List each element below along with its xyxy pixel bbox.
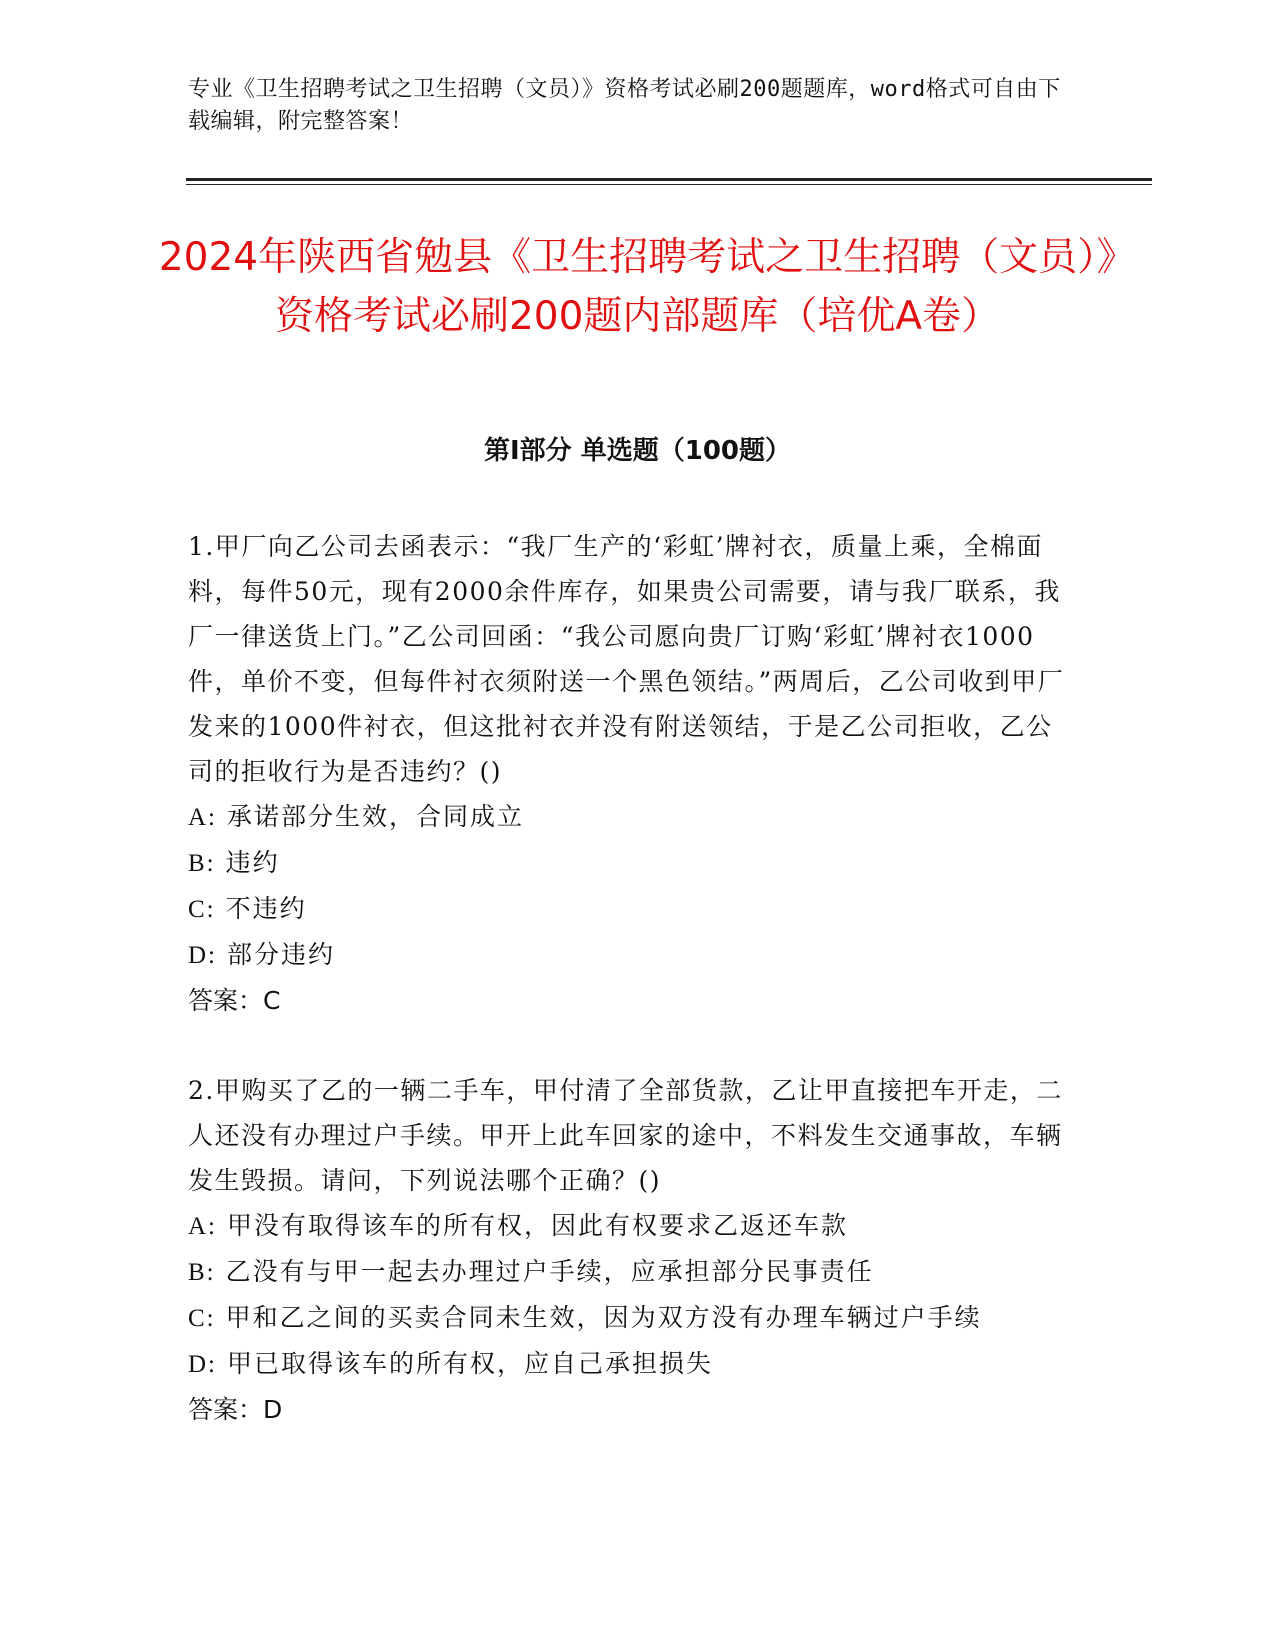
question-stem: 1.甲厂向乙公司去函表示：“我厂生产的‘彩虹’牌衬衣，质量上乘，全棉面料，每件50元，现有2000余件库存，如果贵公司需要，请与我厂联系，我厂一律送货上门。”乙公司回函：“我公司愿向贵厂订购‘彩虹’牌衬衣1000件，单价不变，但每件衬衣须附送一个黑色领结。”两周后，乙公司收到甲厂发来的1000件衬衣，但这批衬衣并没有附送领结，于是乙公司拒收，乙公司的拒收行为是否违约？() [188,532,1065,786]
option-key: B: [188,850,216,877]
option-text: 甲没有取得该车的所有权，因此有权要求乙返还车款 [226,1211,848,1240]
answer-label: 答案：D [188,1395,283,1424]
header-divider-thin [186,184,1152,185]
option-text: 承诺部分生效，合同成立 [226,802,524,831]
option-b [188,1249,1068,1295]
question-1 [188,524,1068,1023]
option-key: B: [188,1259,216,1286]
option-c [188,886,1068,932]
option-key: A: [188,804,217,831]
option-key: C: [188,896,216,923]
section-title: 第Ⅰ部分 单选题（100题） [484,436,791,466]
option-text: 甲已取得该车的所有权，应自己承担损失 [226,1349,713,1378]
header-divider-thick [186,178,1152,181]
document-title: 2024年陕西省勉县《卫生招聘考试之卫生招聘（文员）》资格考试必刷200题内部题库（培优A卷） [158,235,1117,339]
question-stem: 2.甲购买了乙的一辆二手车，甲付清了全部货款，乙让甲直接把车开走，二人还没有办理过户手续。甲开上此车回家的途中，不料发生交通事故，车辆发生毁损。请问，下列说法哪个正确？() [188,1076,1063,1195]
option-text: 违约 [225,848,280,877]
answer-label: 答案：C [188,986,281,1015]
option-a [188,1203,1068,1249]
option-text: 不违约 [225,894,307,923]
header-note: 专业《卫生招聘考试之卫生招聘（文员）》资格考试必刷200题题库，word格式可自由下载编辑，附完整答案！ [188,77,1061,134]
option-a [188,794,1068,840]
option-d [188,932,1068,978]
option-d [188,1341,1068,1387]
option-text: 甲和乙之间的买卖合同未生效，因为双方没有办理车辆过户手续 [225,1303,982,1332]
question-2 [188,1068,1068,1432]
option-key: D: [188,942,217,969]
option-b [188,840,1068,886]
option-c [188,1295,1068,1341]
option-key: A: [188,1213,217,1240]
option-key: D: [188,1351,217,1378]
option-text: 部分违约 [226,940,335,969]
option-text: 乙没有与甲一起去办理过户手续，应承担部分民事责任 [225,1257,874,1286]
option-key: C: [188,1305,216,1332]
